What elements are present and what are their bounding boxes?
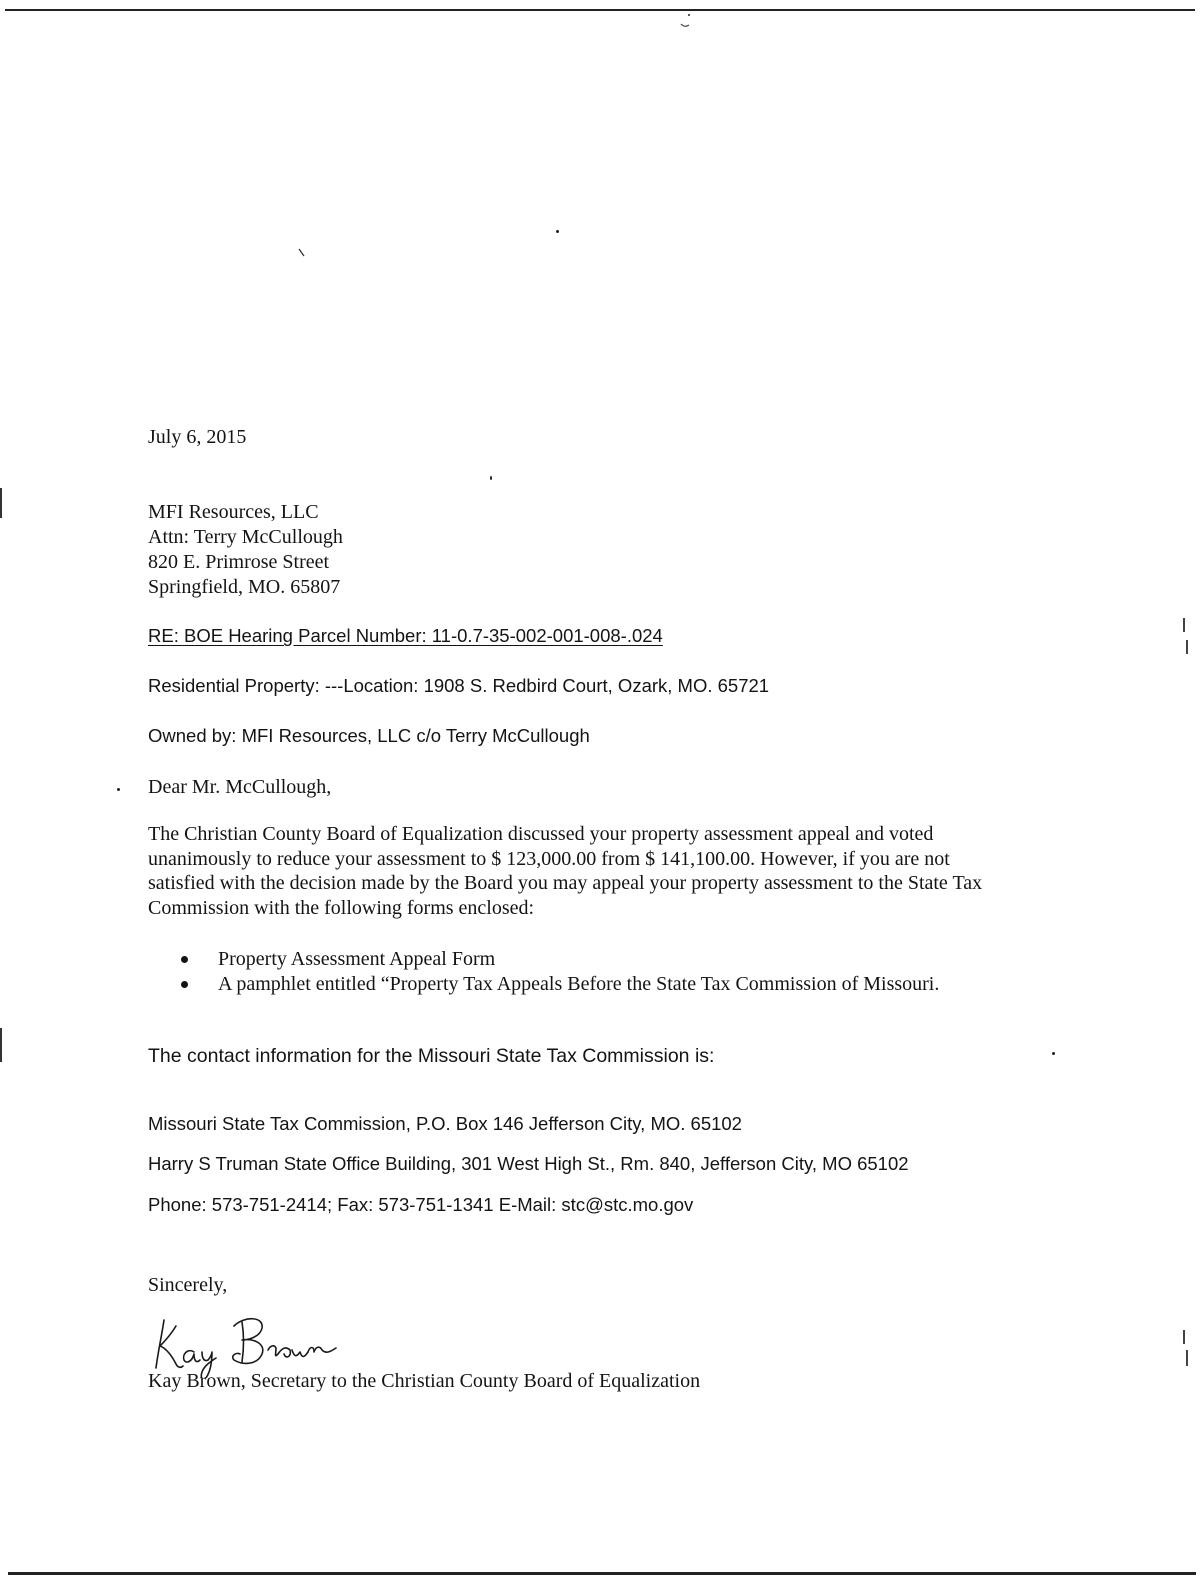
scan-bottom-edge	[8, 1572, 1196, 1575]
scan-right-mark	[1186, 640, 1188, 654]
scan-speck	[556, 230, 559, 233]
property-location-line: Residential Property: ---Location: 1908 S. Redbird Court, Ozark, MO. 65721	[148, 675, 770, 696]
closing: Sincerely,	[148, 1274, 228, 1296]
scan-stroke	[680, 22, 690, 30]
scan-left-edge-mark	[0, 488, 2, 518]
body-line: The Christian County Board of Equalization discussed your property assessment appeal and voted	[148, 823, 934, 845]
body-paragraph	[148, 822, 1068, 920]
contact-phone-email: Phone: 573-751-2414; Fax: 573-751-1341 E-Mail: stc@stc.mo.gov	[148, 1194, 694, 1215]
recipient-city: Springfield, MO. 65807	[148, 576, 341, 598]
scan-speck	[490, 476, 492, 480]
scan-right-mark	[1186, 1350, 1188, 1366]
salutation: Dear Mr. McCullough,	[148, 776, 332, 798]
body-line: Commission with the following forms enclosed:	[148, 896, 535, 919]
recipient-attention: Attn: Terry McCullough	[148, 526, 343, 548]
contact-mailing-address: Missouri State Tax Commission, P.O. Box 146 Jefferson City, MO. 65102	[148, 1113, 742, 1134]
property-owner-line: Owned by: MFI Resources, LLC c/o Terry McCullough	[148, 725, 590, 746]
recipient-street: 820 E. Primrose Street	[148, 551, 330, 573]
signature-block: Kay Brown, Secretary to the Christian County Board of Equalization	[148, 1370, 701, 1392]
contact-intro: The contact information for the Missouri State Tax Commission is:	[148, 1045, 715, 1067]
enclosures-list	[178, 947, 939, 997]
scan-top-edge	[5, 9, 1195, 11]
handwritten-signature	[150, 1308, 340, 1378]
scan-speck	[117, 788, 120, 791]
scan-speck	[688, 14, 690, 16]
letter-date: July 6, 2015	[148, 426, 247, 448]
contact-office-address: Harry S Truman State Office Building, 301 West High St., Rm. 840, Jefferson City, MO 65102	[148, 1153, 909, 1174]
scan-right-mark	[1183, 618, 1185, 632]
enclosure-item: A pamphlet entitled “Property Tax Appeals Before the State Tax Commission of Missouri.	[178, 972, 939, 997]
scan-stroke	[298, 248, 306, 258]
body-line: satisfied with the decision made by the Board you may appeal your property assessment to the State Tax	[148, 872, 983, 894]
scan-left-edge-mark	[0, 1028, 2, 1062]
scan-speck	[1052, 1052, 1055, 1055]
re-parcel-line: RE: BOE Hearing Parcel Number: 11-0.7-35-002-001-008-.024	[148, 625, 663, 646]
scan-right-mark	[1183, 1330, 1185, 1344]
enclosure-item: Property Assessment Appeal Form	[178, 947, 939, 972]
recipient-company: MFI Resources, LLC	[148, 501, 319, 523]
body-line: unanimously to reduce your assessment to $ 123,000.00 from $ 141,100.00. However, if you are not	[148, 847, 950, 870]
